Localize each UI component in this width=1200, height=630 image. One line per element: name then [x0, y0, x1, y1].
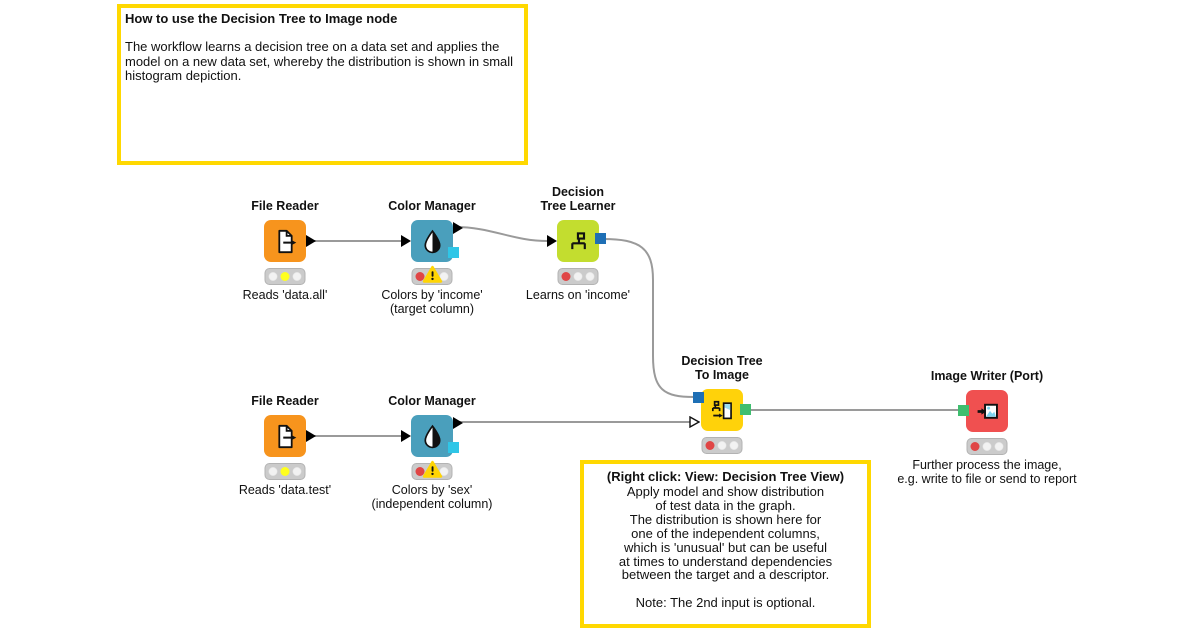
input-port-model[interactable] — [693, 392, 704, 403]
node-comment: Reads 'data.all' — [242, 288, 328, 302]
annotation-box-right-click[interactable] — [580, 460, 871, 628]
output-port-image[interactable] — [740, 404, 751, 415]
status-traffic-light — [412, 463, 453, 480]
file-reader-icon[interactable] — [264, 220, 306, 262]
annotation-line: which is 'unusual' but can be useful — [624, 539, 827, 555]
node-file-reader-1[interactable] — [242, 198, 328, 302]
node-comment: Colors by 'income' (target column) — [381, 288, 483, 316]
annotation-title: How to use the Decision Tree to Image node — [125, 11, 398, 26]
warning-icon — [422, 265, 442, 284]
output-port-color-model[interactable] — [448, 247, 459, 258]
annotation-line: Apply model and show distribution — [626, 484, 825, 499]
image-writer-icon[interactable] — [966, 390, 1008, 432]
status-traffic-light — [265, 463, 306, 480]
annotation-line: of test data in the graph. — [655, 497, 796, 513]
annotation-line: The distribution is shown here for — [629, 511, 822, 527]
annotation-line: at times to understand dependencies — [618, 553, 833, 569]
node-comment: Reads 'data.test' — [238, 483, 332, 497]
node-image-writer-port[interactable] — [897, 368, 1077, 486]
warning-icon — [422, 460, 442, 479]
tree-icon — [565, 228, 592, 255]
connection-colormanager1-dtlearner[interactable] — [455, 227, 548, 241]
node-label: Decision Tree To Image — [681, 354, 763, 382]
node-decision-tree-to-image[interactable] — [681, 354, 763, 431]
node-label: Image Writer (Port) — [930, 368, 1044, 383]
output-port-data[interactable] — [453, 222, 463, 234]
annotation-note: Note: The 2nd input is optional. — [635, 595, 816, 611]
input-port-optional-data[interactable] — [689, 416, 700, 428]
color-manager-icon[interactable] — [411, 415, 453, 457]
input-port-data[interactable] — [401, 235, 411, 247]
annotation-box-how-to[interactable] — [117, 4, 528, 165]
droplet-icon — [419, 228, 446, 255]
decision-tree-to-image-icon[interactable] — [701, 389, 743, 431]
input-port-data[interactable] — [547, 235, 557, 247]
node-file-reader-2[interactable] — [238, 393, 332, 497]
annotation-body: The workflow learns a decision tree on a data set and applies the model on a new data set, whereby the distribution is shown in small histogram depiction. — [125, 39, 514, 83]
node-label: Decision Tree Learner — [540, 185, 616, 213]
input-port-data[interactable] — [401, 430, 411, 442]
output-port-data[interactable] — [306, 430, 316, 442]
color-manager-icon[interactable] — [411, 220, 453, 262]
node-comment: Colors by 'sex' (independent column) — [371, 483, 493, 511]
node-color-manager-2[interactable] — [371, 393, 493, 511]
status-traffic-light — [265, 268, 306, 285]
input-port-image[interactable] — [958, 405, 969, 416]
tree-to-image-icon — [709, 397, 736, 424]
node-color-manager-1[interactable] — [381, 198, 483, 316]
droplet-icon — [419, 423, 446, 450]
annotation-line: one of the independent columns, — [631, 525, 820, 541]
status-traffic-light — [702, 437, 743, 454]
status-traffic-light — [412, 268, 453, 285]
node-label: File Reader — [251, 393, 319, 408]
output-port-model[interactable] — [595, 233, 606, 244]
node-comment: Learns on 'income' — [525, 288, 631, 302]
status-traffic-light — [558, 268, 599, 285]
decision-tree-learner-icon[interactable] — [557, 220, 599, 262]
document-arrow-icon — [272, 423, 299, 450]
node-decision-tree-learner[interactable] — [525, 185, 631, 302]
file-reader-icon[interactable] — [264, 415, 306, 457]
node-comment: Further process the image, e.g. write to file or send to report — [897, 458, 1077, 486]
node-label: File Reader — [251, 198, 319, 213]
annotation-heading: (Right click: View: Decision Tree View) — [606, 469, 845, 484]
output-port-data[interactable] — [453, 417, 463, 429]
output-port-data[interactable] — [306, 235, 316, 247]
node-label: Color Manager — [388, 393, 476, 408]
output-port-color-model[interactable] — [448, 442, 459, 453]
document-arrow-icon — [272, 228, 299, 255]
status-traffic-light — [967, 438, 1008, 455]
annotation-line: between the target and a descriptor. — [621, 567, 830, 583]
node-label: Color Manager — [388, 198, 476, 213]
arrow-into-image-icon — [974, 398, 1001, 425]
